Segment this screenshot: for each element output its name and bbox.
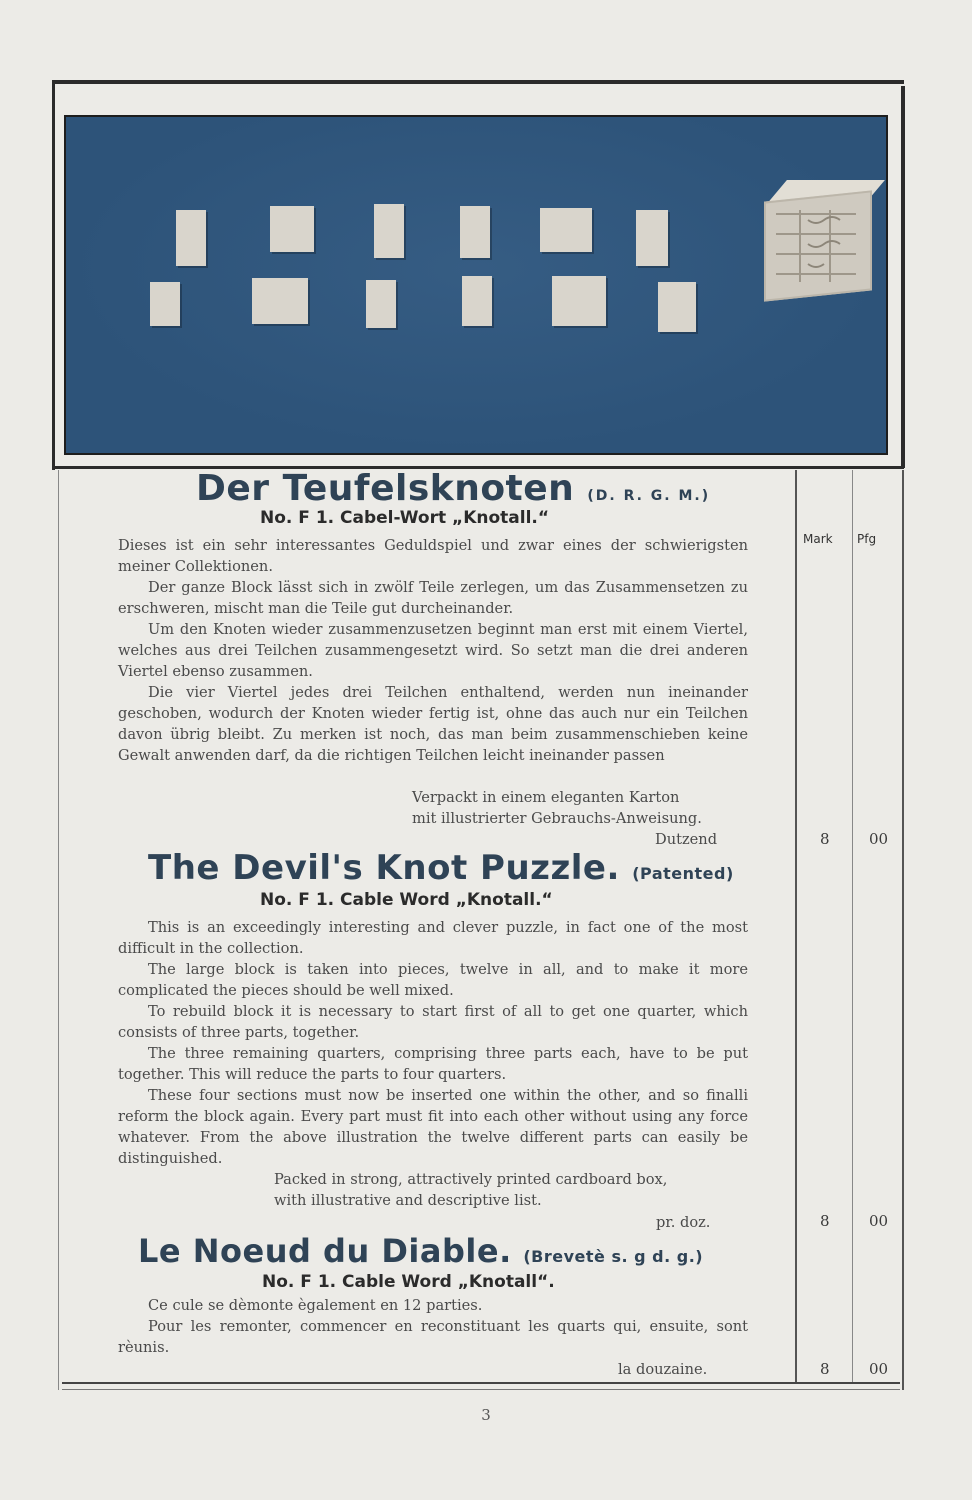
- right-column-line: [902, 470, 904, 1390]
- frame-top-rule: [52, 80, 904, 84]
- english-paragraph: To rebuild block it is necessary to start first of all to get one quarter, which consists of three parts, together.: [118, 1003, 748, 1041]
- puzzle-piece: [176, 210, 206, 266]
- german-title: [196, 468, 710, 509]
- frame-left-rule: [52, 80, 55, 470]
- german-paragraph: Die vier Viertel jedes drei Teilchen enthaltend, werden nun ineinander geschoben, wodurch der Knoten wieder fertig ist, ohne das auch nur ein Teilchen davon übrig bleibt. Zu merken ist noch, das man beim zusammenschieben keine Gewalt anwenden darf, da die richtigen Teilchen leicht ineinander passen: [118, 684, 748, 764]
- pfg-column-header: Pfg: [857, 532, 877, 546]
- puzzle-piece: [540, 208, 592, 252]
- german-price-pfg: 00: [869, 830, 889, 848]
- english-paragraph: The large block is taken into pieces, twelve in all, and to make it more complicated the pieces should be well mixed.: [118, 961, 748, 999]
- german-title-text: Der Teufelsknoten: [196, 468, 575, 509]
- english-packing-line2: with illustrative and descriptive list.: [274, 1192, 542, 1209]
- english-paragraph: These four sections must now be inserted one within the other, and so finalli reform the block again. Every part must fit into each other without using any force whatever. From the above illustration the twelve different parts can easily be distinguished.: [118, 1087, 748, 1167]
- puzzle-piece: [150, 282, 180, 326]
- english-title-text: The Devil's Knot Puzzle.: [148, 848, 620, 888]
- left-column-line: [58, 470, 59, 1390]
- english-paragraph: The three remaining quarters, comprising three parts each, have to be put together. This will reduce the parts to four quarters.: [118, 1045, 748, 1083]
- german-description: [118, 535, 748, 766]
- puzzle-piece: [658, 282, 696, 332]
- english-packing-line1: Packed in strong, attractively printed cardboard box,: [274, 1171, 668, 1188]
- german-paragraph: Um den Knoten wieder zusammenzusetzen beginnt man erst mit einem Viertel, welches aus drei Teilchen zusammengesetzt wird. So setzt man die drei anderen Viertel ebenso zusammen.: [118, 621, 748, 680]
- pfg-column-line: [852, 470, 853, 1382]
- english-title: [148, 848, 734, 888]
- german-subtitle: No. F 1. Cabel-Wort „Knotall.“: [260, 508, 550, 528]
- german-packing-line1: Verpackt in einem eleganten Karton: [412, 789, 680, 806]
- english-subtitle: No. F 1. Cable Word „Knotall.“: [260, 890, 553, 910]
- german-price-mark: 8: [820, 830, 830, 848]
- english-unit: pr. doz.: [656, 1214, 711, 1231]
- puzzle-piece: [636, 210, 668, 266]
- puzzle-piece: [366, 280, 396, 328]
- cube-pattern: [770, 206, 862, 286]
- puzzle-piece: [552, 276, 606, 326]
- french-paragraph: Pour les remonter, commencer en reconstituant les quarts qui, ensuite, sont rèunis.: [118, 1318, 748, 1356]
- english-price-pfg: 00: [869, 1212, 889, 1230]
- english-description: [118, 917, 748, 1169]
- puzzle-piece: [270, 206, 314, 252]
- french-paragraph: Ce cule se dèmonte ègalement en 12 parties.: [148, 1297, 483, 1314]
- puzzle-piece: [374, 204, 404, 258]
- mark-column-line: [795, 470, 797, 1382]
- puzzle-piece: [462, 276, 492, 326]
- mark-column-header: Mark: [803, 532, 833, 546]
- french-title: [138, 1232, 703, 1270]
- bottom-rule-thin: [62, 1389, 900, 1390]
- french-subtitle: No. F 1. Cable Word „Knotall“.: [262, 1272, 555, 1292]
- french-price-pfg: 00: [869, 1360, 889, 1378]
- english-paragraph: This is an exceedingly interesting and clever puzzle, in fact one of the most difficult in the collection.: [118, 919, 748, 957]
- french-unit: la douzaine.: [618, 1361, 708, 1378]
- german-packing-line2: mit illustrierter Gebrauchs-Anweisung.: [412, 810, 702, 827]
- german-paragraph: Der ganze Block lässt sich in zwölf Teile zerlegen, um das Zusammensetzen zu erschweren, mischt man die Teile gut durcheinander.: [118, 579, 748, 617]
- puzzle-piece: [460, 206, 490, 258]
- german-paragraph: Dieses ist ein sehr interessantes Geduldspiel und zwar eines der schwierigsten meiner Collektionen.: [118, 537, 748, 575]
- english-price-mark: 8: [820, 1212, 830, 1230]
- english-title-suffix: (Patented): [632, 864, 734, 883]
- german-unit: Dutzend: [655, 831, 718, 848]
- french-description: [118, 1295, 748, 1358]
- french-title-text: Le Noeud du Diable.: [138, 1232, 512, 1270]
- french-price-mark: 8: [820, 1360, 830, 1378]
- bottom-rule: [62, 1382, 900, 1384]
- puzzle-piece: [252, 278, 308, 324]
- german-title-suffix: (D. R. G. M.): [587, 488, 711, 504]
- frame-right-rule: [901, 86, 905, 468]
- page-number: 3: [481, 1406, 491, 1424]
- french-title-suffix: (Brevetè s. g d. g.): [523, 1247, 704, 1266]
